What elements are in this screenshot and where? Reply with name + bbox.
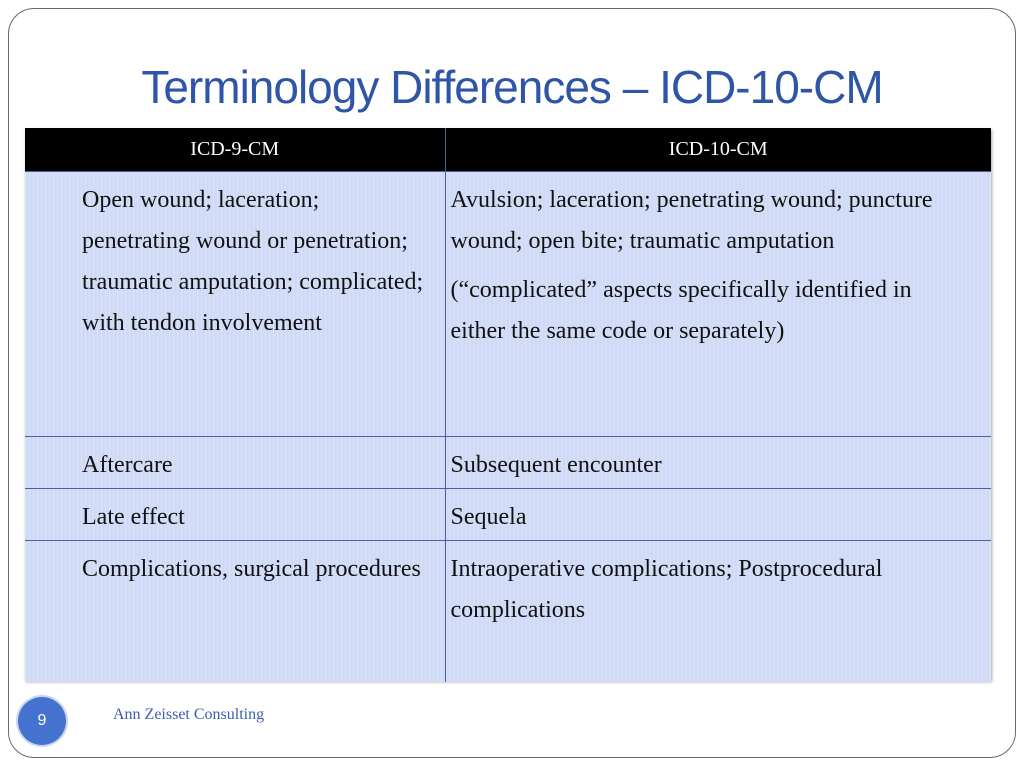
terminology-table [25,128,991,682]
icd10-cell [445,541,991,683]
icd9-text: Aftercare [82,452,173,478]
icd9-cell [25,489,445,541]
table-row [25,541,991,683]
icd10-text: Subsequent encounter [450,452,662,478]
footer-text: Ann Zeisset Consulting [113,706,265,723]
table-header-row [25,128,991,172]
table-row [25,489,991,541]
icd10-cell [445,489,991,541]
icd9-text: Complications, surgical procedures [82,556,421,582]
icd10-text: Intraoperative complications; Postprocedural complications [450,556,883,623]
icd10-note: (“complicated” aspects specifically identified in either the same code or separately) [450,277,912,344]
table-row [25,437,991,489]
icd9-cell [25,541,445,683]
icd10-text: Sequela [450,504,527,530]
table-row [25,172,991,437]
icd9-cell [25,437,445,489]
icd10-cell [445,172,991,437]
slide-title: Terminology Differences – ICD-10-CM [141,61,883,113]
icd9-text: Late effect [82,504,185,530]
icd10-cell [445,437,991,489]
header-icd10: ICD-10-CM [445,128,991,172]
page-number-badge: 9 [18,697,66,745]
icd9-cell [25,172,445,437]
icd9-text: Open wound; laceration; penetrating wound or penetration; traumatic amputation; complicated; with tendon involvement [82,187,424,336]
terminology-table-container [25,128,991,680]
icd10-text: Avulsion; laceration; penetrating wound; puncture wound; open bite; traumatic amputation [450,187,933,254]
header-icd9: ICD-9-CM [25,128,445,172]
